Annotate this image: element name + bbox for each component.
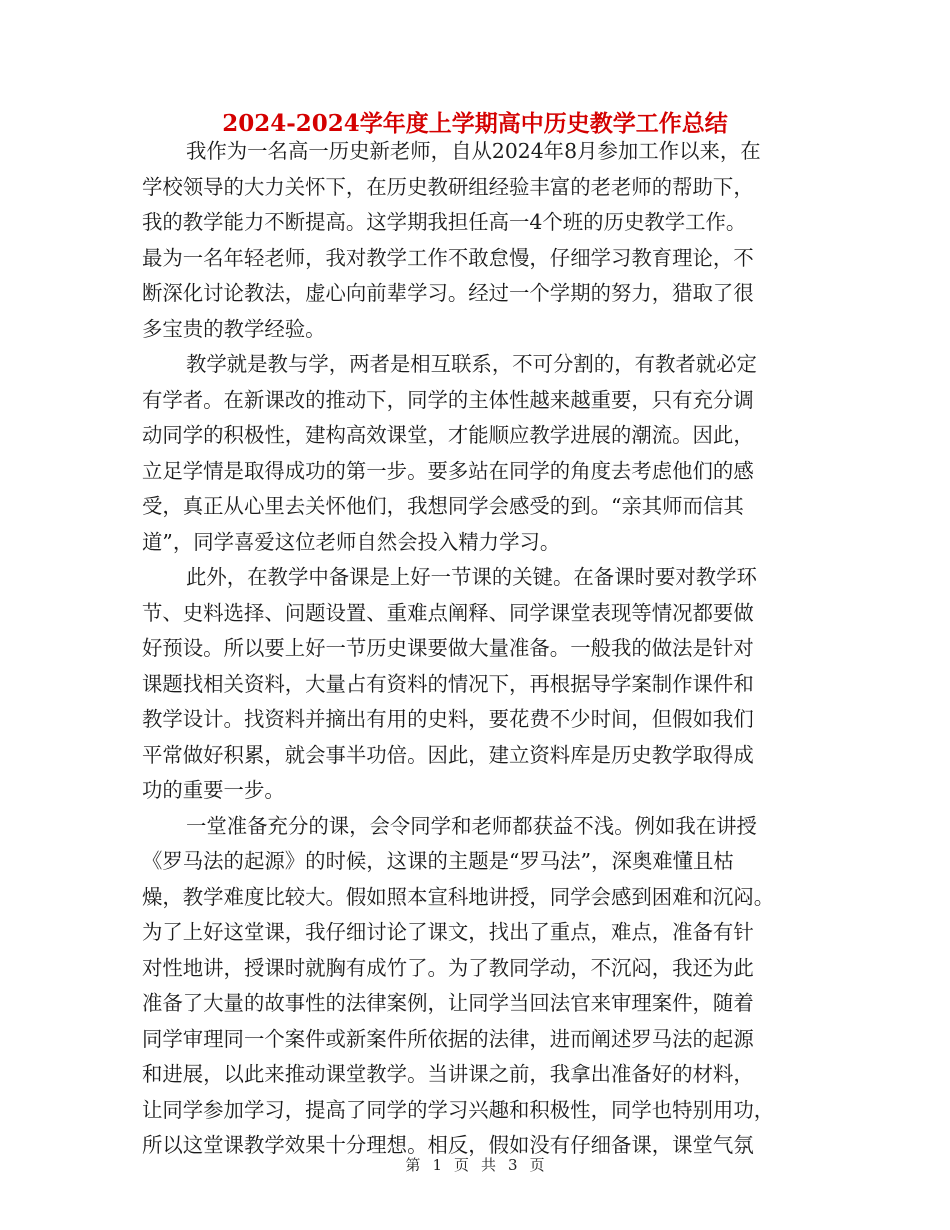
text-line: 此外，在教学中备课是上好一节课的关键。在备课时要对教学环 bbox=[186, 565, 757, 589]
text-line: 我作为一名高一历史新老师，自从2024年8月参加工作以来，在 bbox=[186, 139, 761, 163]
text-line: 为了上好这堂课，我仔细讨论了课文，找出了重点，难点，准备有针 bbox=[142, 920, 754, 944]
page-total: 3 bbox=[508, 1156, 518, 1174]
text-line: 燥，教学难度比较大。假如照本宣科地讲授，同学会感到困难和沉闷。 bbox=[142, 884, 775, 909]
page-footer bbox=[0, 1155, 950, 1175]
text-line: 最为一名年轻老师，我对教学工作不敢怠慢，仔细学习教育理论，不 bbox=[142, 245, 754, 270]
text-line: 好预设。所以要上好一节历史课要做大量准备。一般我的做法是针对 bbox=[142, 636, 754, 660]
text-line: 一堂准备充分的课，会令同学和老师都获益不浅。例如我在讲授 bbox=[186, 813, 757, 838]
text-line: 教学设计。找资料并摘出有用的史料，要花费不少时间，但假如我们 bbox=[142, 707, 754, 731]
footer-suffix: 页 bbox=[529, 1156, 545, 1174]
text-line: 对性地讲，授课时就胸有成竹了。为了教同学动，不沉闷，我还为此 bbox=[142, 955, 754, 980]
text-line: 平常做好积累，就会事半功倍。因此，建立资料库是历史教学取得成 bbox=[142, 742, 754, 767]
text-line: 和进展，以此来推动课堂教学。当讲课之前，我拿出准备好的材料， bbox=[142, 1062, 754, 1086]
text-line: 我的教学能力不断提高。这学期我担任高一4个班的历史教学工作。 bbox=[142, 210, 747, 234]
text-line: 同学审理同一个案件或新案件所依据的法律，进而阐述罗马法的起源 bbox=[142, 1026, 754, 1051]
text-line: 动同学的积极性，建构高效课堂，才能顺应教学进展的潮流。因此， bbox=[142, 423, 754, 447]
text-line: 教学就是教与学，两者是相互联系，不可分割的，有教者就必定 bbox=[186, 352, 757, 376]
document-title: 2024-2024学年度上学期高中历史教学工作总结 bbox=[222, 110, 728, 137]
text-line: 立足学情是取得成功的第一步。要多站在同学的角度去考虑他们的感 bbox=[142, 458, 754, 483]
text-line: 多宝贵的教学经验。 bbox=[142, 316, 326, 341]
text-line: 有学者。在新课改的推动下，同学的主体性越来越重要，只有充分调 bbox=[142, 387, 754, 412]
text-line: 受，真正从心里去关怀他们，我想同学会感受的到。“亲其师而信其 bbox=[142, 494, 744, 518]
footer-prefix: 第 bbox=[405, 1156, 421, 1174]
footer-total-label: 共 bbox=[481, 1156, 497, 1174]
text-line: 让同学参加学习，提高了同学的学习兴趣和积极性，同学也特别用功， bbox=[142, 1097, 775, 1122]
text-line: 学校领导的大力关怀下，在历史教研组经验丰富的老老师的帮助下， bbox=[142, 174, 754, 199]
document-body bbox=[142, 134, 812, 1164]
page-number: 1 bbox=[432, 1156, 442, 1174]
text-line: 功的重要一步。 bbox=[142, 778, 285, 802]
text-line: 节、史料选择、问题设置、重难点阐释、同学课堂表现等情况都要做 bbox=[142, 600, 754, 625]
text-line: 准备了大量的故事性的法律案例，让同学当回法官来审理案件，随着 bbox=[142, 991, 754, 1015]
footer-middle: 页 bbox=[453, 1156, 469, 1174]
text-line: 所以这堂课教学效果十分理想。相反，假如没有仔细备课，课堂气氛 bbox=[142, 1133, 754, 1157]
text-line: 道”，同学喜爱这位老师自然会投入精力学习。 bbox=[142, 529, 561, 554]
text-line: 断深化讨论教法，虚心向前辈学习。经过一个学期的努力，猎取了很 bbox=[142, 281, 754, 305]
text-line: 《罗马法的起源》的时候，这课的主题是“罗马法”，深奥难懂且枯 bbox=[142, 849, 734, 873]
text-line: 课题找相关资料，大量占有资料的情况下，再根据导学案制作课件和 bbox=[142, 671, 754, 696]
